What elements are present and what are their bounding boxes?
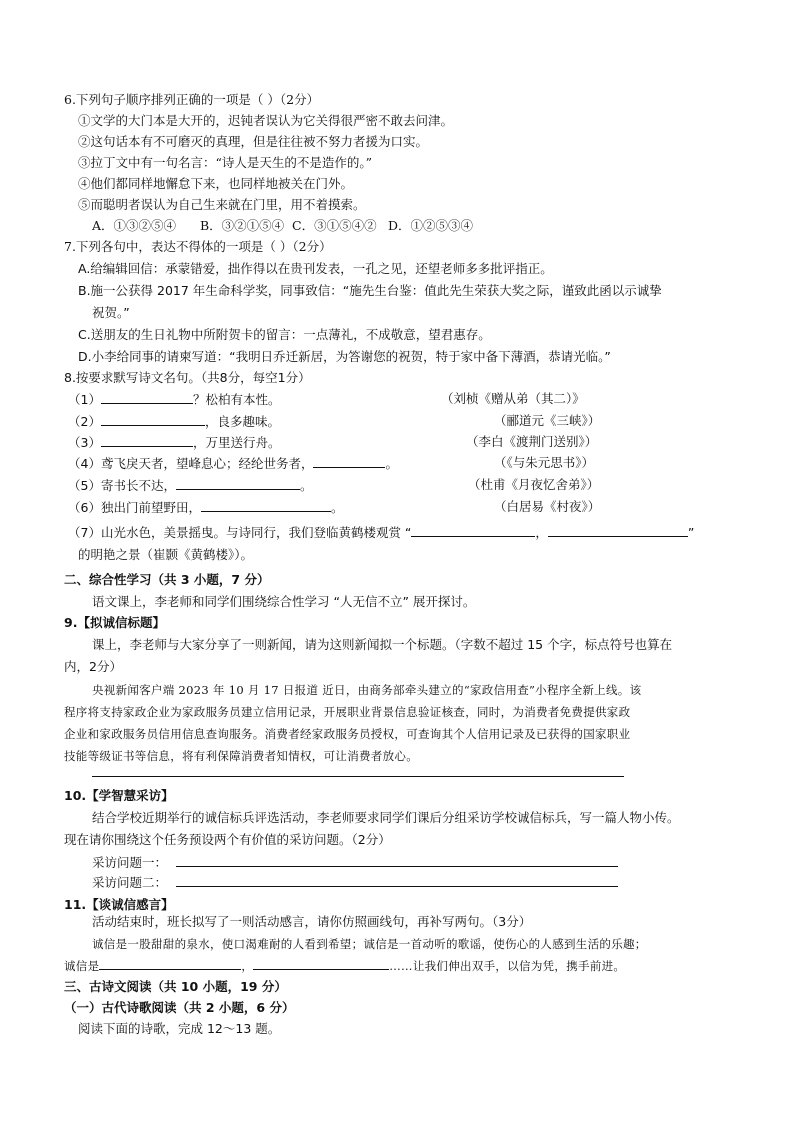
q9-news-line-3: 企业和家政服务员信用信息查询服务。消费者经家政服务员授权，可查询其个人信用记录及已获得的国家职业 xyxy=(64,727,631,741)
q8-source-2: （郦道元《三峡》） xyxy=(494,413,601,428)
q8-line-4: （4）鸢飞戾天者，望峰息心；经纶世务者， 。 xyxy=(68,456,398,471)
section-2-intro: 语文课上，李老师和同学们围绕综合性学习 “人无信不立” 展开探讨。 xyxy=(92,594,476,609)
q9-title: 9.【拟诚信标题】 xyxy=(64,615,165,630)
q10-answer-line-2[interactable] xyxy=(176,886,618,887)
q11-title: 11.【谈诚信感言】 xyxy=(64,897,174,912)
section-3-subheading: （一）古代诗歌阅读（共 2 小题，6 分） xyxy=(64,1000,295,1015)
q8-source-6: （白居易《村夜》） xyxy=(494,499,601,514)
q6-options xyxy=(92,218,473,234)
q9-news-line-2: 程序将支持家政企业为家政服务员建立信用记录，开展职业背景信息验证核查，同时，为消费者免费提供家政 xyxy=(64,705,631,719)
q8-line-6: （6）独出门前望野田， 。 xyxy=(68,500,344,515)
q6-stem: 6.下列句子顺序排列正确的一项是（ ）（2分） xyxy=(64,92,320,107)
q10-question-2: 采访问题二： xyxy=(92,875,168,890)
answer-blank[interactable] xyxy=(99,957,241,970)
q10-question-1: 采访问题一： xyxy=(92,855,168,870)
q10-answer-line-1[interactable] xyxy=(176,866,618,867)
answer-blank[interactable] xyxy=(176,477,300,490)
q9-answer-line[interactable] xyxy=(92,776,624,777)
q6-sentence-2: ②这句话本有不可磨灭的真理，但是往往被不努力者援为口实。 xyxy=(78,134,429,149)
q8-line-7: （7）山光水色，美景摇曳。与诗同行，我们登临黄鹤楼观赏 “ ， ” xyxy=(68,525,695,540)
q7-option-b-cont: 祝贺。” xyxy=(92,305,130,320)
q7-option-a: A.给编辑回信：承蒙错爱，拙作得以在贵刊发表，一孔之见，还望老师多多批评指正。 xyxy=(78,261,553,276)
answer-blank[interactable] xyxy=(101,413,205,426)
q8-source-3: （李白《渡荆门送别》） xyxy=(466,434,598,449)
section-3-intro: 阅读下面的诗歌，完成 12～13 题。 xyxy=(78,1021,281,1036)
answer-blank[interactable] xyxy=(101,391,193,404)
q11-given-line-2: 诚信是 ， ……让我们伸出双手，以信为凭，携手前进。 xyxy=(64,959,626,973)
answer-blank[interactable] xyxy=(253,957,389,970)
q6-sentence-4: ④他们都同样地懈怠下来，也同样地被关在门外。 xyxy=(78,176,354,191)
answer-blank[interactable] xyxy=(313,455,385,468)
q6-sentence-3: ③拉丁文中有一句名言：“诗人是天生的不是造作的。” xyxy=(78,155,373,170)
q11-paragraph: 活动结束时，班长拟写了一则活动感言，请你仿照画线句，再补写两句。（3分） xyxy=(92,914,532,929)
q11-given-line-1: 诚信是一股甜甜的泉水，使口渴难耐的人看到希望；诚信是一首动听的歌谣，使伤心的人感到生活的乐趣； xyxy=(92,937,647,951)
q6-sentence-1: ①文学的大门本是大开的，迟钝者误认为它关得很严密不敢去问津。 xyxy=(78,113,454,128)
q8-line-5: （5）寄书长不达， 。 xyxy=(68,478,313,493)
answer-blank[interactable] xyxy=(548,524,688,537)
q10-title: 10.【学智慧采访】 xyxy=(64,788,174,803)
section-3-heading: 三、古诗文阅读（共 10 小题，19 分） xyxy=(64,979,287,994)
q8-line-1: （1） ？松柏有本性。 xyxy=(68,392,281,407)
q6-option-c: C．③①⑤④② xyxy=(292,218,377,233)
q7-option-d: D.小李给同事的请柬写道：“我明日乔迁新居，为答谢您的祝贺，特于家中备下薄酒，恭请光临。” xyxy=(78,349,611,364)
q8-source-4: （《与朱元思书》） xyxy=(494,455,595,470)
q6-option-d: D．①②⑤③④ xyxy=(388,218,474,233)
q6-option-a: A．①③②⑤④ xyxy=(92,218,177,233)
answer-blank[interactable] xyxy=(411,524,535,537)
q10-paragraph-cont: 现在请你围绕这个任务预设两个有价值的采访问题。（2分） xyxy=(64,832,391,847)
q6-option-b: B．③②①⑤④ xyxy=(200,218,285,233)
q8-line-2: （2） ，良多趣味。 xyxy=(68,414,280,429)
q8-line-3: （3） ，万里送行舟。 xyxy=(68,435,281,450)
q9-news-line-1: 央视新闻客户端 2023 年 10 月 17 日报道 近日，由商务部牵头建立的“家政信用查”小程序全新上线。该 xyxy=(92,683,642,697)
section-2-heading: 二、综合性学习（共 3 小题，7 分） xyxy=(64,572,270,587)
q7-stem: 7.下列各句中，表达不得体的一项是（ ）（2分） xyxy=(64,239,332,254)
answer-blank[interactable] xyxy=(201,499,331,512)
q8-source-1: （刘桢《赠从弟（其二）》 xyxy=(441,391,585,406)
q10-paragraph: 结合学校近期举行的诚信标兵评选活动，李老师要求同学们课后分组采访学校诚信标兵，写一篇人物小传。 xyxy=(92,810,680,825)
q9-news-line-4: 技能等级证书等信息，将有利保障消费者知情权，可让消费者放心。 xyxy=(64,749,418,763)
q8-source-5: （杜甫《月夜忆舍弟》） xyxy=(468,477,600,492)
q7-option-b: B.施一公获得 2017 年生命科学奖，同事致信：“施先生台鉴：值此先生荣获大奖之际，谨致此函以示诚挚 xyxy=(78,283,662,298)
q8-stem: 8.按要求默写诗文名句。（共8分，每空1分） xyxy=(64,370,311,385)
q6-sentence-5: ⑤而聪明者误认为自己生来就在门里，用不着摸索。 xyxy=(78,197,366,212)
q8-line-7-cont: 的明艳之景（崔颢《黄鹤楼》）。 xyxy=(78,547,254,562)
q9-paragraph: 课上，李老师与大家分享了一则新闻，请为这则新闻拟一个标题。（字数不超过 15 个字，标点符号也算在 xyxy=(92,637,673,652)
q9-paragraph-cont: 内，2分） xyxy=(64,659,122,674)
answer-blank[interactable] xyxy=(101,434,193,447)
q7-option-c: C.送朋友的生日礼物中所附贺卡的留言：一点薄礼，不成敬意，望君惠存。 xyxy=(78,327,491,342)
